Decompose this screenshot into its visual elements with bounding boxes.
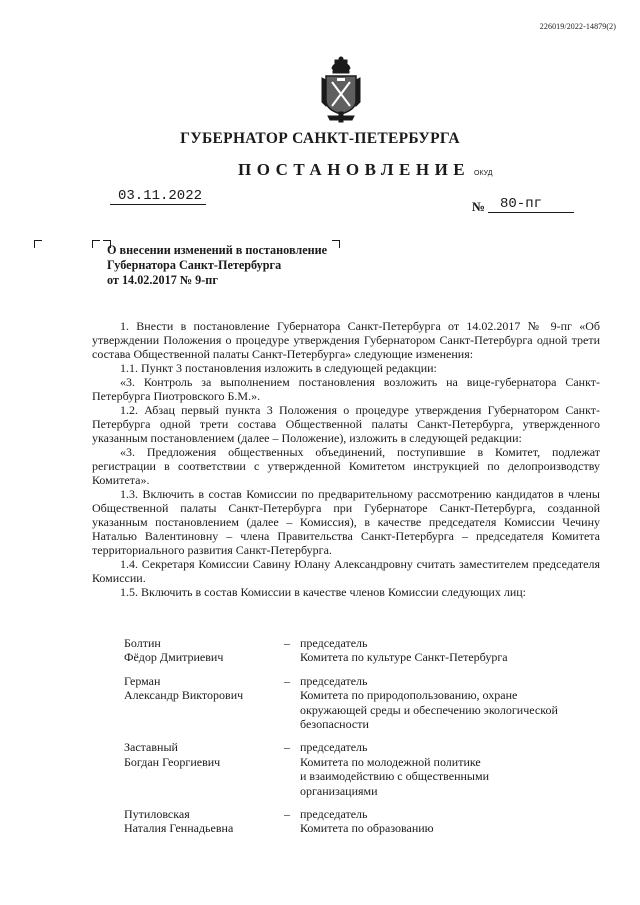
document-number: 80-пг <box>488 196 574 213</box>
commission-members-list <box>124 636 594 845</box>
okud-code-label: ОКУД <box>474 170 493 177</box>
dash: – <box>284 807 290 822</box>
quoted-text: «3. Контроль за выполнением постановления возложить на вице-губернатора Санкт-Петербурга Пиотровского Б.М.». <box>92 375 600 403</box>
member-position: председатель Комитета по образованию <box>300 807 434 836</box>
subject-line: от 14.02.2017 № 9-пг <box>107 273 218 288</box>
subject-bracket-left <box>92 240 100 248</box>
document-date: 03.11.2022 <box>110 188 206 205</box>
paragraph-1-2: 1.2. Абзац первый пункта 3 Положения о процедуре утверждения Губернатором Санкт-Петербурга одной трети состава Общественной палаты Санкт-Петербурга, утвержденного указанным постановлением (далее – Положение), изложить в следующей редакции: <box>92 403 600 445</box>
margin-mark <box>34 240 42 248</box>
paragraph-1-5: 1.5. Включить в состав Комиссии в качестве членов Комиссии следующих лиц: <box>120 585 527 599</box>
paragraph-1-1: 1.1. Пункт 3 постановления изложить в следующей редакции: <box>120 361 437 375</box>
member-entry <box>124 674 594 732</box>
member-position: председатель Комитета по молодежной политике и взаимодействию с общественными организациями <box>300 740 490 798</box>
issuer-title: ГУБЕРНАТОР САНКТ-ПЕТЕРБУРГА <box>180 130 460 147</box>
member-name: Герман Александр Викторович <box>124 673 244 703</box>
paragraph-1-4: 1.4. Секретаря Комиссии Савину Юлану Александровну считать заместителем председателя Комиссии. <box>92 557 600 585</box>
subject-line: О внесении изменений в постановление <box>107 243 328 257</box>
document-body <box>92 319 600 599</box>
member-name: Заставный Богдан Георгиевич <box>124 740 221 769</box>
st-petersburg-coat-of-arms-icon <box>318 56 364 124</box>
member-name: Путиловская Наталия Геннадьевна <box>124 807 234 836</box>
member-entry <box>124 740 594 798</box>
member-position: председатель Комитета по культуре Санкт-Петербурга <box>300 636 508 665</box>
paragraph-1-3: 1.3. Включить в состав Комиссии по предварительному рассмотрению кандидатов в члены Общественной палаты Санкт-Петербурга при Губернаторе Санкт-Петербурга, созданной указанным постановлением (далее – Комиссия), в качестве председателя Комиссии Чечину Наталью Валентиновну – члена Правительства Санкт-Петербурга – председателя Комитета территориального развития Санкт-Петербурга. <box>92 487 600 557</box>
number-label: № <box>472 199 486 214</box>
subject-line: Губернатора Санкт-Петербурга <box>107 258 282 273</box>
document-subject <box>107 243 327 289</box>
subject-bracket-right <box>332 240 340 248</box>
member-position: председатель Комитета по природопользованию, охране окружающей среды и обеспечению экологической безопасности <box>300 673 558 732</box>
dash: – <box>284 636 290 650</box>
quoted-text: «3. Предложения общественных объединений, поступившие в Комитет, подлежат регистрации в соответствии с утвержденной Комитетом инструкцией по делопроизводству Комитета». <box>92 445 600 487</box>
dash: – <box>284 740 290 755</box>
member-entry <box>124 636 594 665</box>
member-entry <box>124 807 594 836</box>
paragraph-1: 1. Внести в постановление Губернатора Санкт-Петербурга от 14.02.2017 № 9-пг «Об утверждении Положения о процедуре утверждения Губернатором Санкт-Петербурга одной трети состава Общественной палаты Санкт-Петербурга» следующие изменения: <box>92 319 600 361</box>
document-type: ПОСТАНОВЛЕНИЕ <box>238 160 471 179</box>
dash: – <box>284 673 290 688</box>
registration-number: 226019/2022-14879(2) <box>539 22 616 31</box>
member-name: Болтин Фёдор Дмитриевич <box>124 636 224 665</box>
